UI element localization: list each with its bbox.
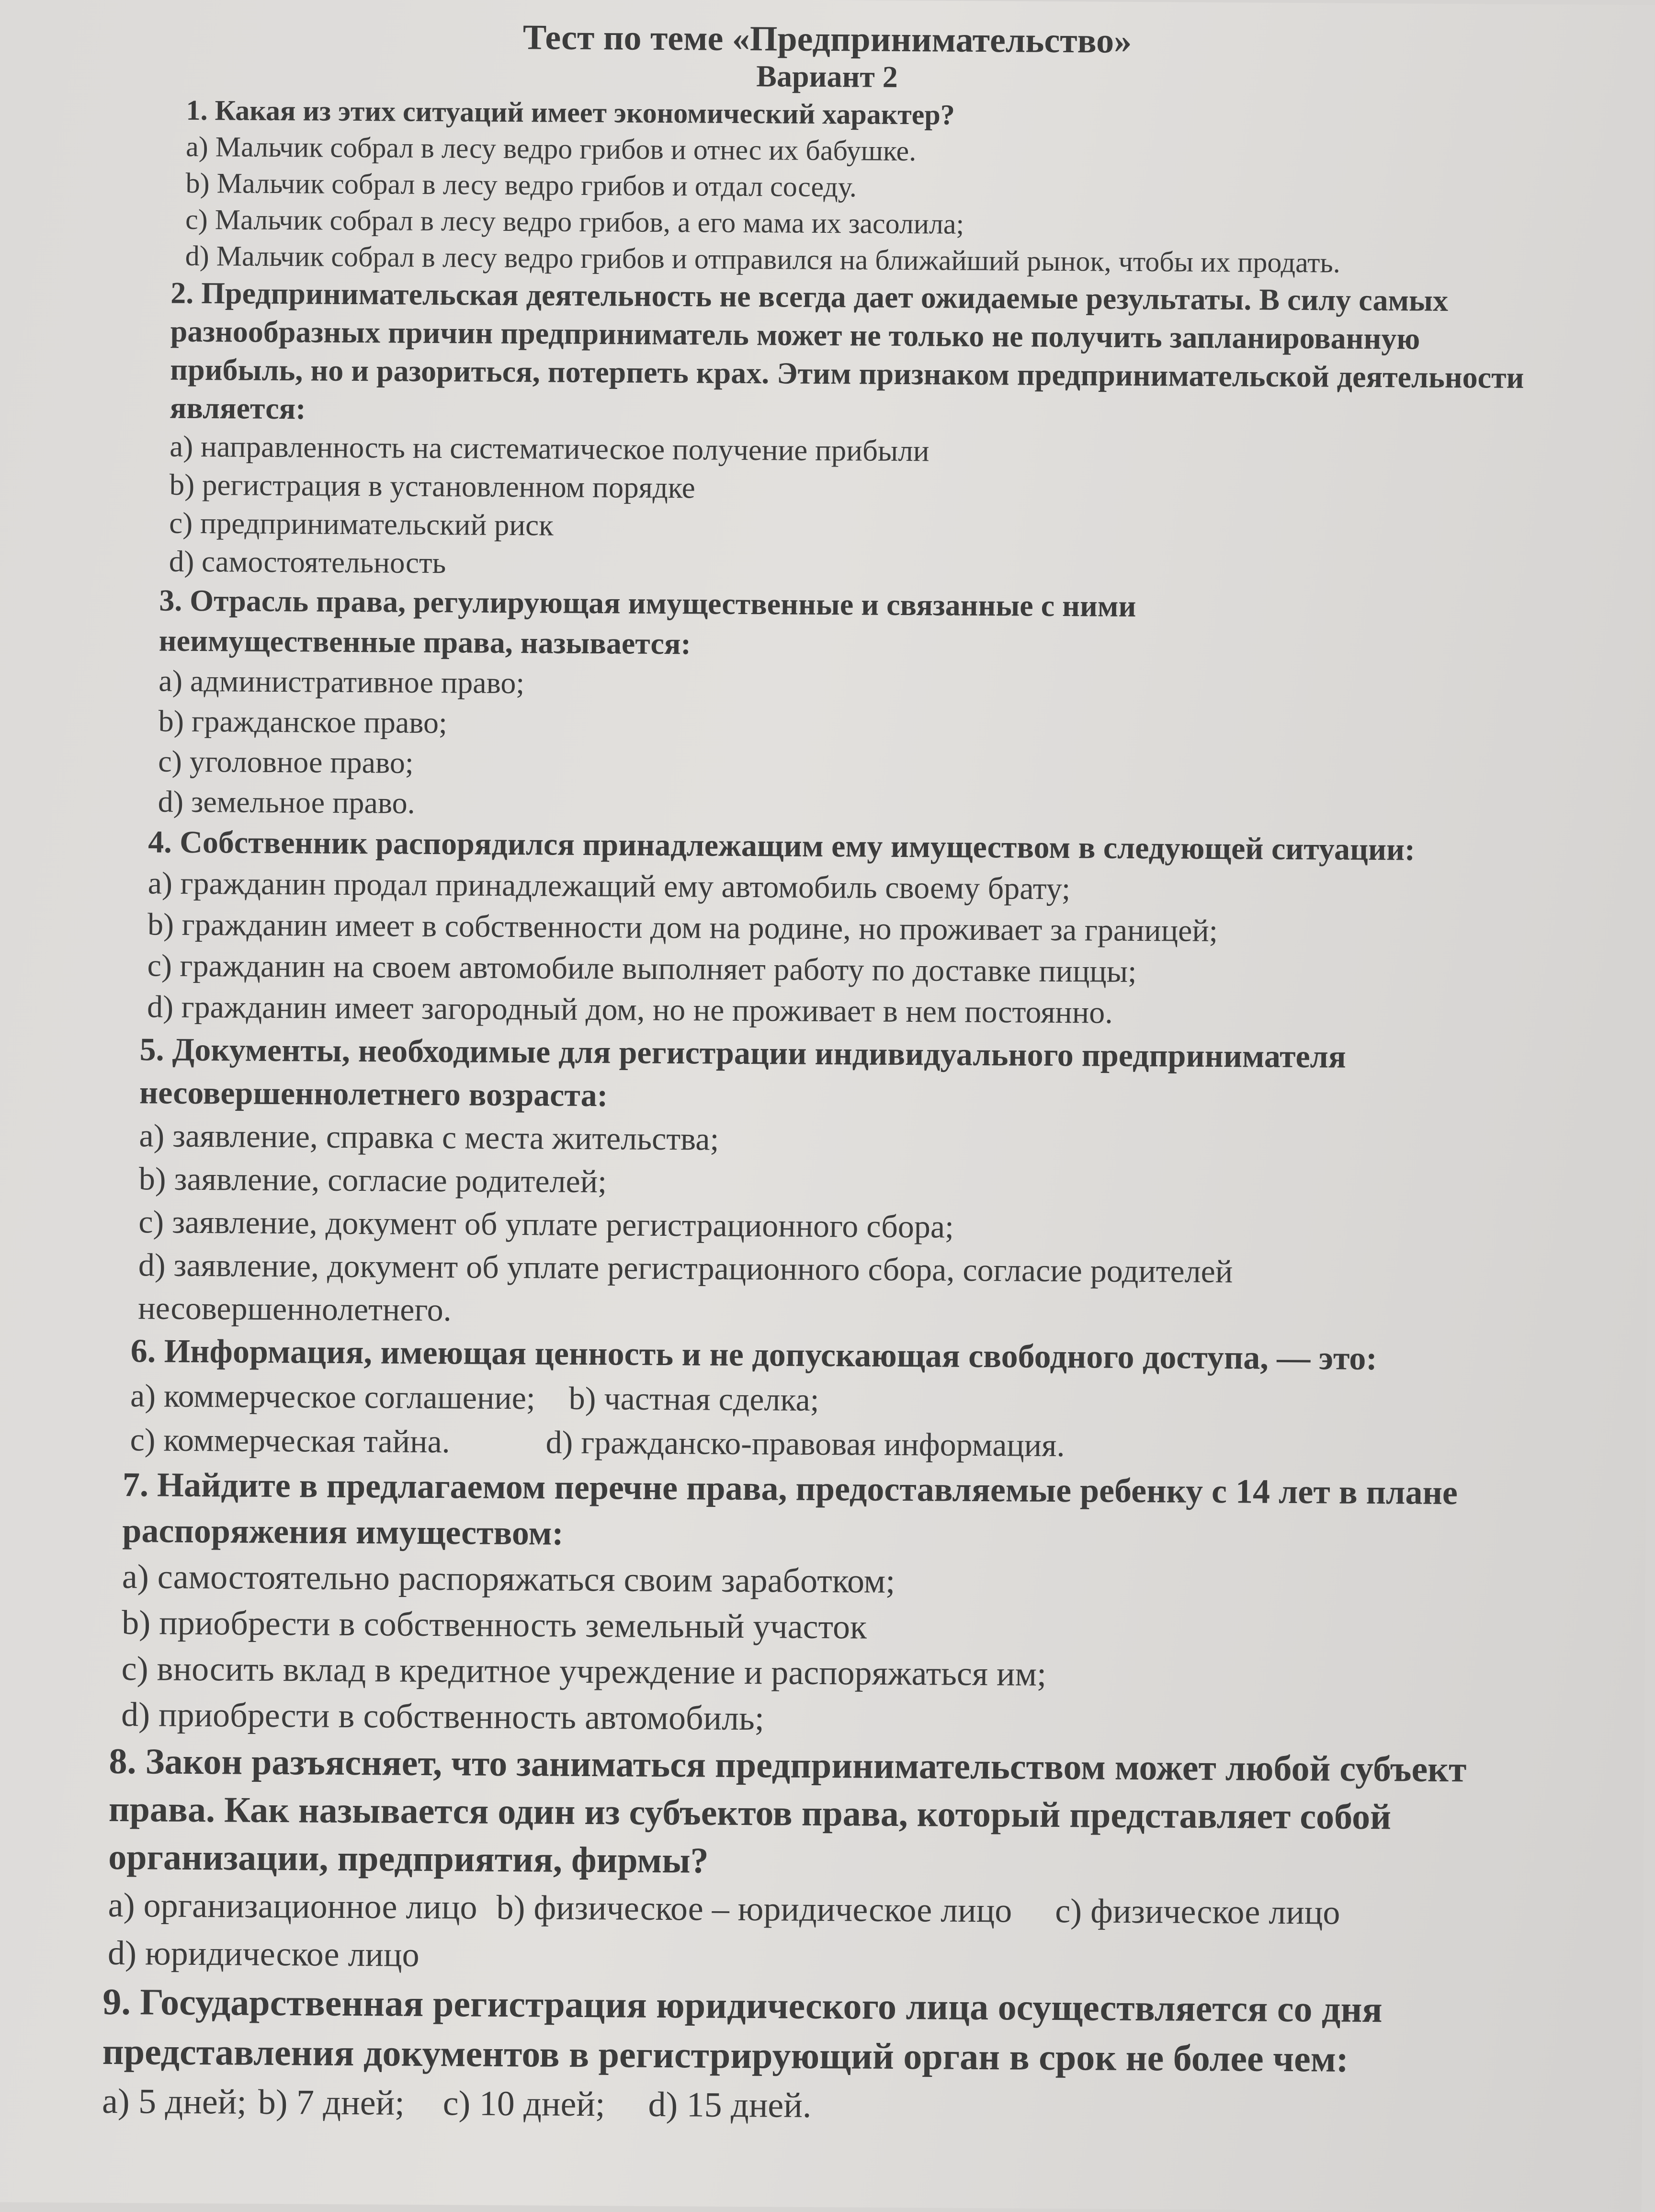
question-text: 6. Информация, имеющая ценность и не допускающая свободного доступа, — это:	[130, 1333, 1377, 1378]
answer-option-b: b) приобрести в собственность земельный участок	[122, 1603, 867, 1646]
answer-option-c: c) вносить вклад в кредитное учреждение и распоряжаться им;	[121, 1649, 1047, 1693]
answer-option-b: b) гражданское право;	[158, 704, 448, 740]
answer-option-d: d) Мальчик собрал в лесу ведро грибов и отправился на ближайший рынок, чтобы их продать.	[185, 239, 1340, 279]
page-title: Тест по теме «Предпринимательство»	[522, 18, 1132, 61]
answer-option-c: c) Мальчик собрал в лесу ведро грибов, а его мама их засолила;	[185, 203, 964, 240]
answer-option-b: b) частная сделка;	[568, 1380, 819, 1418]
answer-option-c: c) уголовное право;	[158, 744, 414, 780]
question-2	[121, 274, 1529, 589]
answer-option-d: d) 15 дней.	[648, 2085, 812, 2125]
question-7	[114, 1461, 1521, 1746]
question-text: 2. Предпринимательская деятельность не всегда дает ожидаемые результаты. В силу самых разнообразных причин предприниматель может не только не получить запланированную прибыль, но и разориться, потерпеть крах. Этим признаком предпринимательской деятельности является:	[170, 275, 1524, 426]
question-text: 8. Закон разъясняет, что заниматься предпринимательством может любой субъект права. Как называется один из субъектов права, который представляет собой организации, предприятия, фирмы?	[108, 1741, 1467, 1881]
answer-option-b: b) 7 дней;	[258, 2082, 405, 2123]
answer-option-d: d) самостоятельность	[169, 544, 446, 580]
answer-option-a: a) коммерческое соглашение;	[130, 1377, 536, 1416]
question-3	[119, 580, 1527, 830]
question-text: 7. Найдите в предлагаемом перечне права, предоставляемые ребенку с 14 лет в плане распоряжения имуществом:	[122, 1465, 1458, 1552]
question-5	[116, 1027, 1524, 1338]
answer-option-c: c) предпринимательский риск	[169, 506, 554, 542]
question-text: 4. Собственник распорядился принадлежащим ему имуществом в следующей ситуации:	[148, 824, 1416, 867]
question-4	[118, 821, 1526, 1036]
answer-option-c: c) 10 дней;	[442, 2084, 605, 2124]
answer-row	[130, 1417, 1522, 1470]
answer-option-a: a) заявление, справка с места жительства;	[139, 1117, 719, 1157]
answer-option-d: d) заявление, документ об уплате регистрационного сбора, согласие родителей несовершеннолетнего.	[138, 1246, 1233, 1328]
answer-option-b: b) гражданин имеет в собственности дом на родине, но проживает за границей;	[147, 907, 1218, 949]
answer-row	[108, 1881, 1519, 1938]
question-text: 9. Государственная регистрация юридического лица осуществляется со дня представления документов в регистрирующий орган в срок не более чем:	[102, 1980, 1383, 2080]
answer-option-d: d) гражданин имеет загородный дом, но не проживает в нем постоянно.	[147, 989, 1113, 1030]
answer-option-b: b) физическое – юридическое лицо	[496, 1888, 1012, 1930]
answer-option-b: b) Мальчик собрал в лесу ведро грибов и отдал соседу.	[185, 167, 857, 203]
answer-option-d: d) юридическое лицо	[107, 1933, 419, 1974]
answer-option-a: a) гражданин продал принадлежащий ему автомобиль своему брату;	[147, 866, 1071, 907]
variant-label: Вариант 2	[756, 59, 898, 94]
answer-option-a: a) 5 дней;	[102, 2081, 247, 2122]
answer-option-a: a) направленность на систематическое получение прибыли	[170, 429, 930, 468]
answer-row	[102, 2076, 1518, 2135]
answer-row	[130, 1373, 1522, 1426]
question-text: 5. Документы, необходимые для регистрации индивидуального предпринимателя несовершеннолетнего возраста:	[139, 1031, 1346, 1114]
answer-option-c: c) физическое лицо	[1055, 1891, 1340, 1932]
answer-option-a: a) самостоятельно распоряжаться своим заработком;	[122, 1557, 896, 1600]
answer-option-a: a) административное право;	[159, 663, 525, 700]
answer-option-b: b) регистрация в установленном порядке	[169, 467, 695, 505]
question-1	[123, 91, 1530, 282]
answer-option-c: c) заявление, документ об уплате регистрационного сбора;	[138, 1203, 954, 1245]
answer-option-d: d) земельное право.	[158, 784, 415, 820]
answer-option-d: d) гражданско-правовая информация.	[545, 1424, 1065, 1464]
answer-option-a: a) организационное лицо	[108, 1885, 477, 1927]
question-8	[108, 1737, 1520, 1985]
answer-option-c: c) коммерческая тайна.	[130, 1421, 450, 1460]
answer-option-c: c) гражданин на своем автомобиле выполняет работу по доставке пиццы;	[147, 948, 1137, 989]
question-text: 1. Какая из этих ситуаций имеет экономический характер?	[186, 94, 955, 131]
answer-option-b: b) заявление, согласие родителей;	[138, 1160, 607, 1200]
question-text: 3. Отрасль права, регулирующая имущественные и связанные с ними неимущественные права, называется:	[159, 583, 1136, 661]
question-6	[115, 1329, 1522, 1470]
question-9	[102, 1977, 1519, 2135]
answer-option-a: a) Мальчик собрал в лесу ведро грибов и отнес их бабушке.	[185, 130, 917, 167]
answer-option-d: d) приобрести в собственность автомобиль;	[121, 1695, 765, 1738]
